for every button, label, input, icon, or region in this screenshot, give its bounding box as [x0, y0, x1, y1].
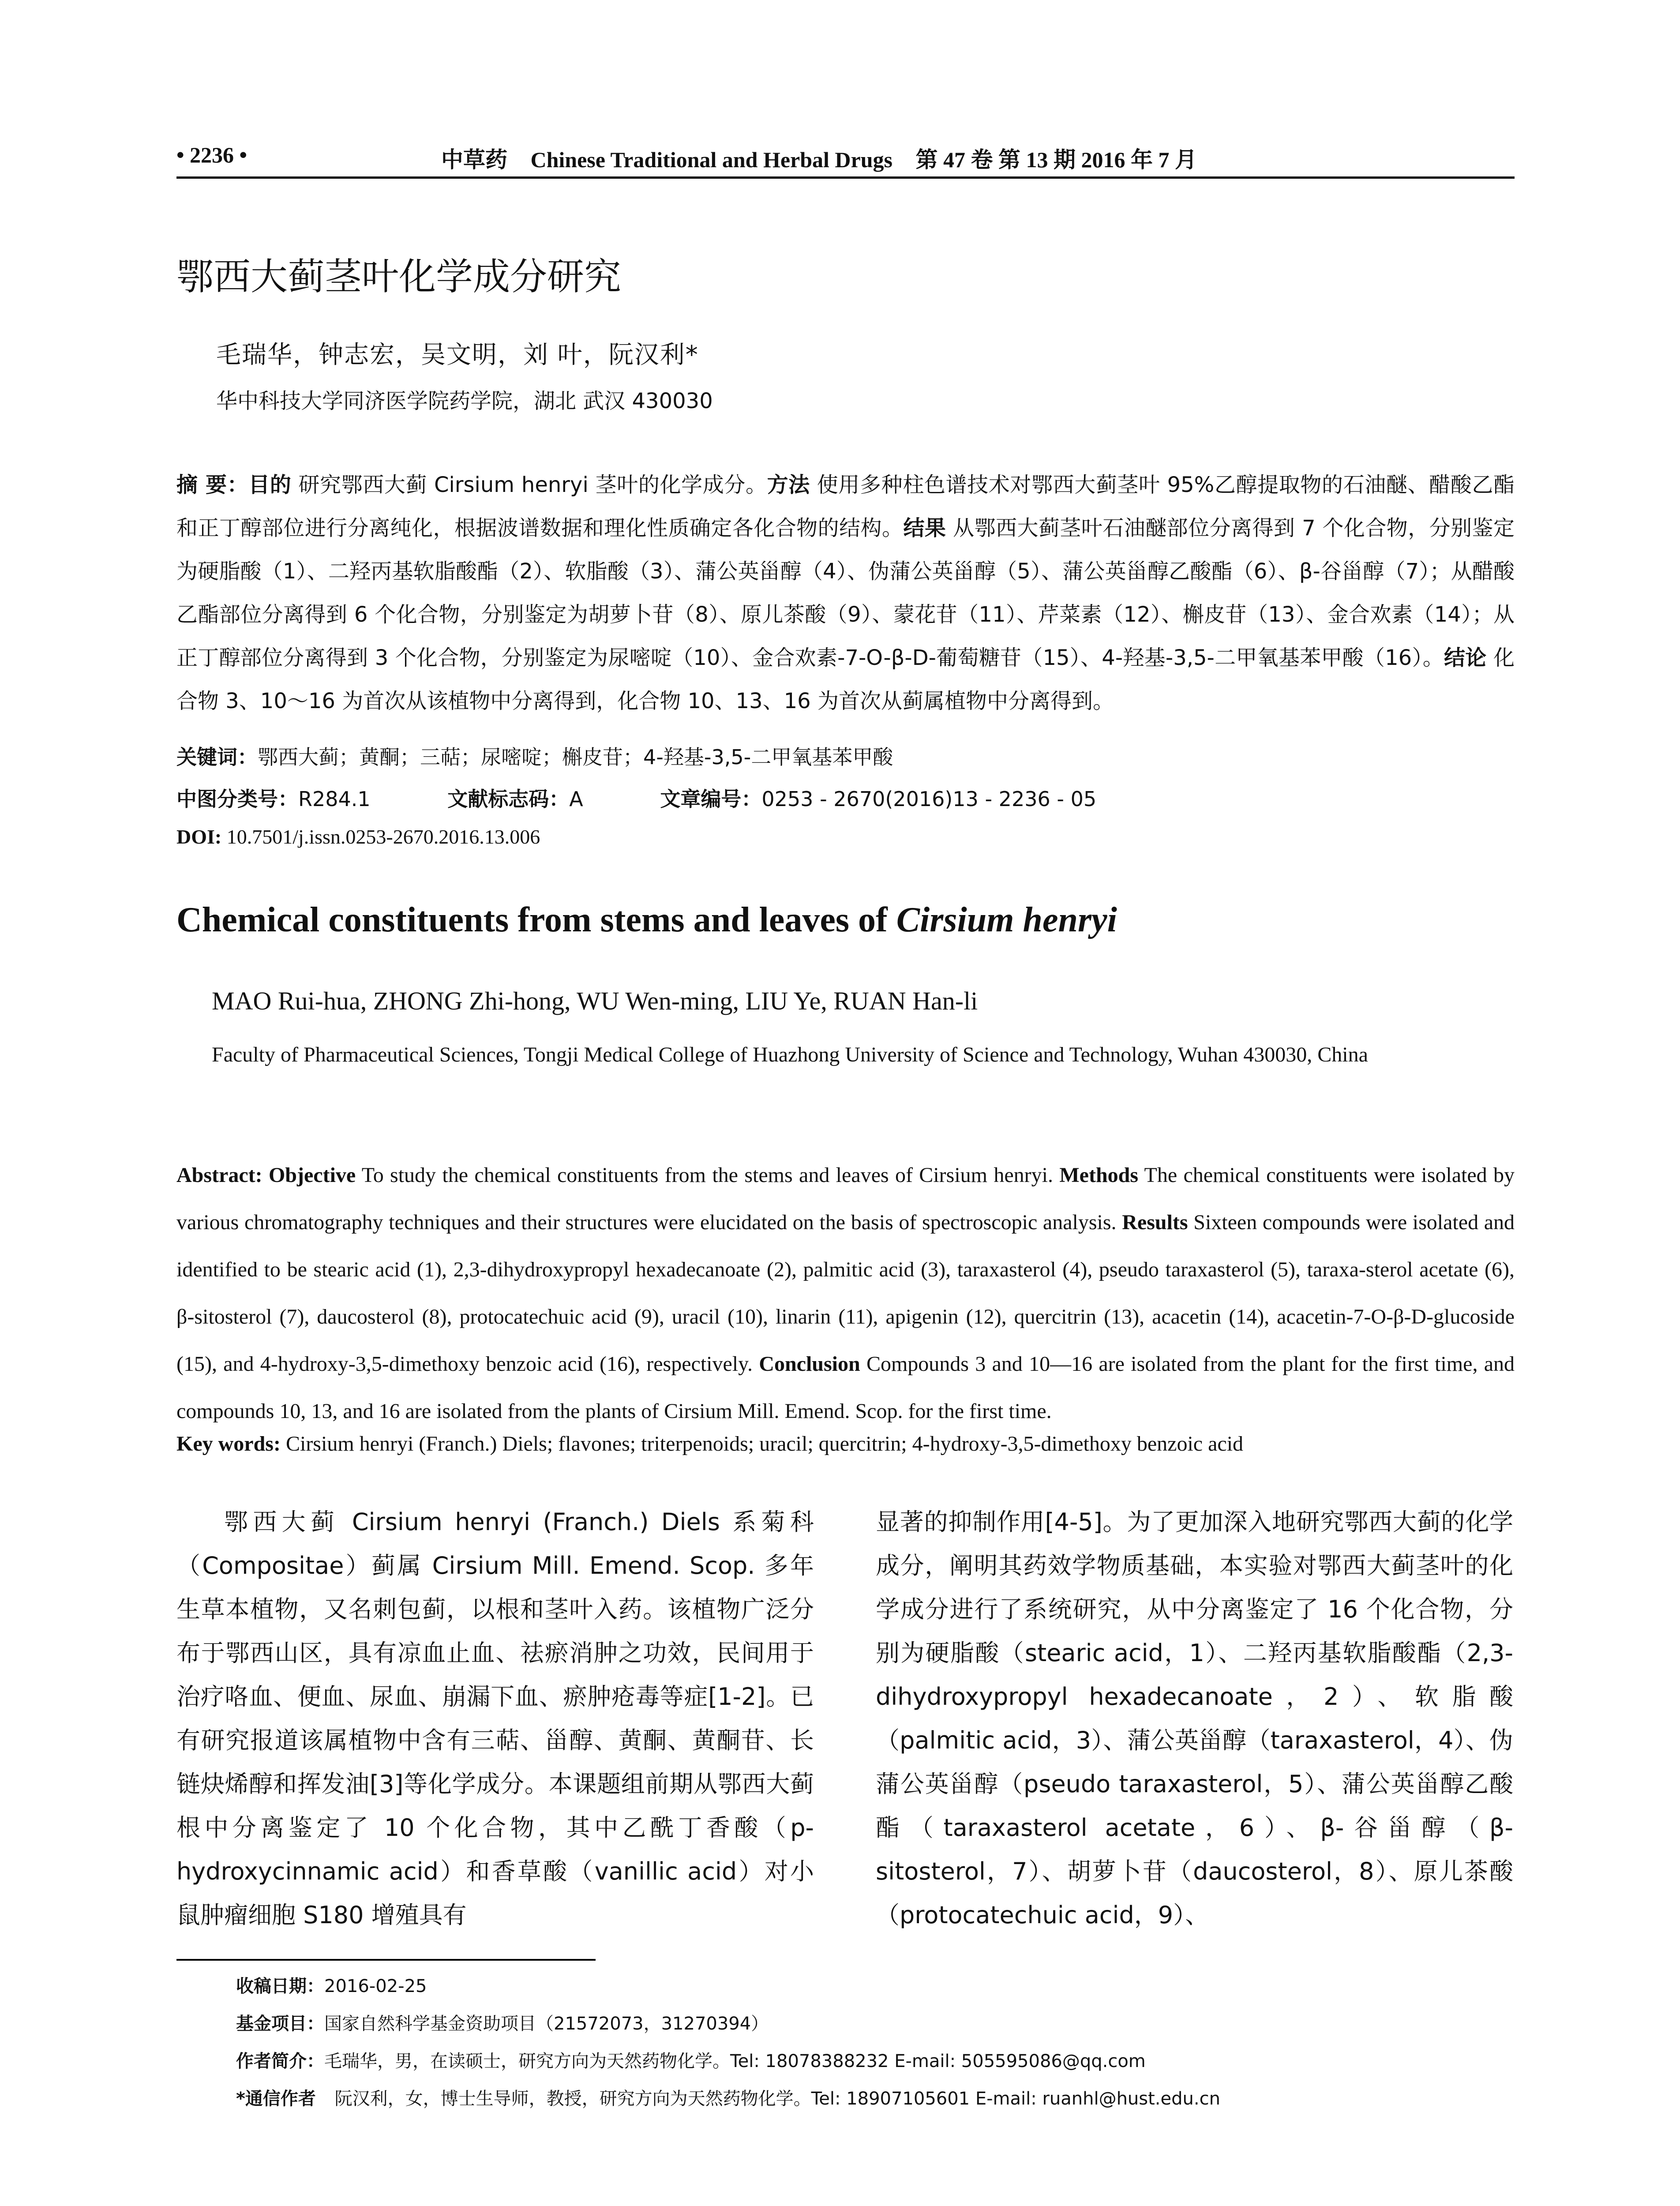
objective-cn: 研究鄂西大蓟 Cirsium henryi 茎叶的化学成分。: [298, 473, 767, 497]
methods-label-en: Methods: [1059, 1163, 1139, 1187]
authors-cn: 毛瑞华，钟志宏，吴文明，刘 叶，阮汉利*: [216, 341, 699, 369]
received-date: 2016-02-25: [324, 1976, 427, 1996]
keywords-cn: [176, 741, 893, 770]
doc-code-value: A: [569, 787, 583, 811]
affiliation-cn: 华中科技大学同济医学院药学院，湖北 武汉 430030: [216, 389, 713, 413]
results-cn: 从鄂西大蓟茎叶石油醚部位分离得到 7 个化合物，分别鉴定为硬脂酸（1）、二羟丙基软脂酸酯（2）、软脂酸（3）、蒲公英甾醇（4）、伪蒲公英甾醇（5）、蒲公英甾醇乙酸酯（6）、β-谷甾醇（7）；从醋酸乙酯部位分离得到 6 个化合物，分别鉴定为胡萝卜苷（8）、原儿茶酸（9）、蒙花苷（11）、芹菜素（12）、槲皮苷（13）、金合欢素（14）；从正丁醇部位分离得到 3 个化合物，分别鉴定为尿嘧啶（10）、金合欢素-7-O-β-D-葡萄糖苷（15）、4-羟基-3,5-二甲氧基苯甲酸（16）。: [176, 516, 1515, 670]
journal-name-cn: 中草药: [441, 147, 507, 172]
keywords-en: [176, 1432, 1243, 1456]
page-number: • 2236 •: [176, 143, 248, 167]
body-column-right: 显著的抑制作用[4-5]。为了更加深入地研究鄂西大蓟的化学成分，阐明其药效学物质基础，本实验对鄂西大蓟茎叶的化学成分进行了系统研究，从中分离鉴定了 16 个化合物，分别为硬脂酸（stearic acid，1）、二羟丙基软脂酸酯（2,3-dihydroxypropyl hexadecanoate，2）、软脂酸（palmitic acid，3）、蒲公英甾醇（taraxasterol，4）、伪蒲公英甾醇（pseudo taraxasterol，5）、蒲公英甾醇乙酸酯（taraxasterol acetate，6）、β-谷甾醇（β-sitosterol，7）、胡萝卜苷（daucosterol，8）、原儿茶酸（protocatechuic acid，9）、: [876, 1508, 1513, 1929]
doi-label: DOI:: [176, 825, 222, 848]
keywords-cn-text: 鄂西大蓟；黄酮；三萜；尿嘧啶；槲皮苷；4-羟基-3,5-二甲氧基苯甲酸: [258, 745, 893, 769]
author-bio-label: 作者简介：: [236, 2051, 324, 2071]
author-bio-text: 毛瑞华，男，在读硕士，研究方向为天然药物化学。Tel: 18078388232 E-mail: 505595086@qq.com: [324, 2051, 1146, 2071]
title-cn: 鄂西大蓟茎叶化学成分研究: [176, 255, 622, 298]
objective-label-en: Objective: [268, 1163, 356, 1187]
abstract-cn-label: 摘 要：: [176, 473, 249, 497]
doc-code-label: 文献标志码：: [447, 787, 570, 811]
journal-issue: 第 47 卷 第 13 期 2016 年 7 月: [915, 147, 1197, 172]
abstract-cn: [176, 463, 1515, 723]
clc-label: 中图分类号：: [176, 787, 298, 811]
footnote-fund: [236, 2010, 769, 2035]
journal-name-en: Chinese Traditional and Herbal Drugs: [530, 147, 892, 172]
footnote-corresponding: [236, 2085, 1220, 2110]
objective-label-cn: 目的: [248, 473, 292, 497]
doi-value: 10.7501/j.issn.0253-2670.2016.13.006: [226, 825, 540, 848]
body-column-left: 鄂西大蓟 Cirsium henryi (Franch.) Diels 系菊科（Compositae）蓟属 Cirsium Mill. Emend. Scop. 多年生草本植物，又名刺包蓟，以根和茎叶入药。该植物广泛分布于鄂西山区，具有凉血止血、祛瘀消肿之功效，民间用于治疗咯血、便血、尿血、崩漏下血、瘀肿疮毒等症[1-2]。已有研究报道该属植物中含有三萜、甾醇、黄酮、黄酮苷、长链炔烯醇和挥发油[3]等化学成分。本课题组前期从鄂西大蓟根中分离鉴定了 10 个化合物，其中乙酰丁香酸（p-hydroxycinnamic acid）和香草酸（vanillic acid）对小鼠肿瘤细胞 S180 增殖具有: [176, 1508, 814, 1929]
journal-line: [441, 142, 1197, 174]
doi-line: [176, 825, 540, 848]
article-no-value: 0253 - 2670(2016)13 - 2236 - 05: [761, 787, 1097, 811]
running-header: [176, 142, 1504, 177]
footnote-received: [236, 1972, 427, 1997]
fund-text: 国家自然科学基金资助项目（21572073，31270394）: [324, 2014, 769, 2034]
fund-label: 基金项目：: [236, 2014, 324, 2034]
header-rule: [176, 176, 1515, 179]
methods-label-cn: 方法: [767, 473, 810, 497]
objective-en: To study the chemical constituents from the stems and leaves of Cirsium henryi.: [361, 1163, 1053, 1187]
footnote-rule: [176, 1959, 596, 1961]
abstract-en: [176, 1152, 1515, 1435]
keywords-cn-label: 关键词：: [176, 745, 258, 769]
corresponding-text: 阮汉利，女，博士生导师，教授，研究方向为天然药物化学。Tel: 18907105601 E-mail: ruanhl@hust.edu.cn: [334, 2089, 1220, 2109]
conclusion-label-en: Conclusion: [759, 1352, 860, 1376]
abstract-en-label: Abstract:: [176, 1163, 262, 1187]
title-en-species: Cirsium henryi: [896, 900, 1117, 939]
title-en-plain: Chemical constituents from stems and leaves of: [176, 900, 896, 939]
clc-value: R284.1: [298, 787, 371, 811]
results-label-en: Results: [1122, 1211, 1188, 1234]
conclusion-label-cn: 结论: [1444, 645, 1487, 670]
methods-cn: 使用多种柱色谱技术对鄂西大蓟茎叶 95%乙醇提取物的石油醚、醋酸乙酯和正丁醇部位进行分离纯化，根据波谱数据和理化性质确定各化合物的结构。: [176, 473, 1515, 540]
title-en: [176, 900, 1117, 940]
article-no-label: 文章编号：: [660, 787, 762, 811]
methods-en: The chemical constituents were isolated by various chromatography techniques and their structures were elucidated on the basis of spectroscopic analysis.: [176, 1163, 1515, 1234]
corresponding-label: *通信作者: [236, 2089, 316, 2109]
results-label-cn: 结果: [903, 516, 946, 540]
classification-line: [176, 783, 1096, 812]
affiliation-en: Faculty of Pharmaceutical Sciences, Tongji Medical College of Huazhong University of Science and Technology, Wuhan 430030, China: [212, 1043, 1368, 1066]
conclusion-en: Compounds 3 and 10—16 are isolated from the plant for the first time, and compounds 10, 13, and 16 are isolated from the plants of Cirsium Mill. Emend. Scop. for the first time.: [176, 1352, 1515, 1423]
footnote-author: [236, 2047, 1146, 2072]
received-label: 收稿日期：: [236, 1976, 324, 1996]
conclusion-cn: 化合物 3、10～16 为首次从该植物中分离得到，化合物 10、13、16 为首次从蓟属植物中分离得到。: [176, 645, 1515, 713]
keywords-en-text: Cirsium henryi (Franch.) Diels; flavones; triterpenoids; uracil; quercitrin; 4-hydroxy-3,5-dimethoxy benzoic acid: [285, 1432, 1244, 1456]
authors-en: MAO Rui-hua, ZHONG Zhi-hong, WU Wen-ming, LIU Ye, RUAN Han-li: [212, 987, 978, 1015]
results-en: Sixteen compounds were isolated and identified to be stearic acid (1), 2,3-dihydroxypropyl hexadecanoate (2), palmitic acid (3), taraxasterol (4), pseudo taraxasterol (5), taraxa-sterol acetate (6), β-sitosterol (7), daucosterol (8), protocatechuic acid (9), uracil (10), linarin (11), apigenin (12), quercitrin (13), acacetin (14), acacetin-7-O-β-D-glucoside (15), and 4-hydroxy-3,5-dimethoxy benzoic acid (16), respectively.: [176, 1211, 1515, 1376]
keywords-en-label: Key words:: [176, 1432, 281, 1456]
